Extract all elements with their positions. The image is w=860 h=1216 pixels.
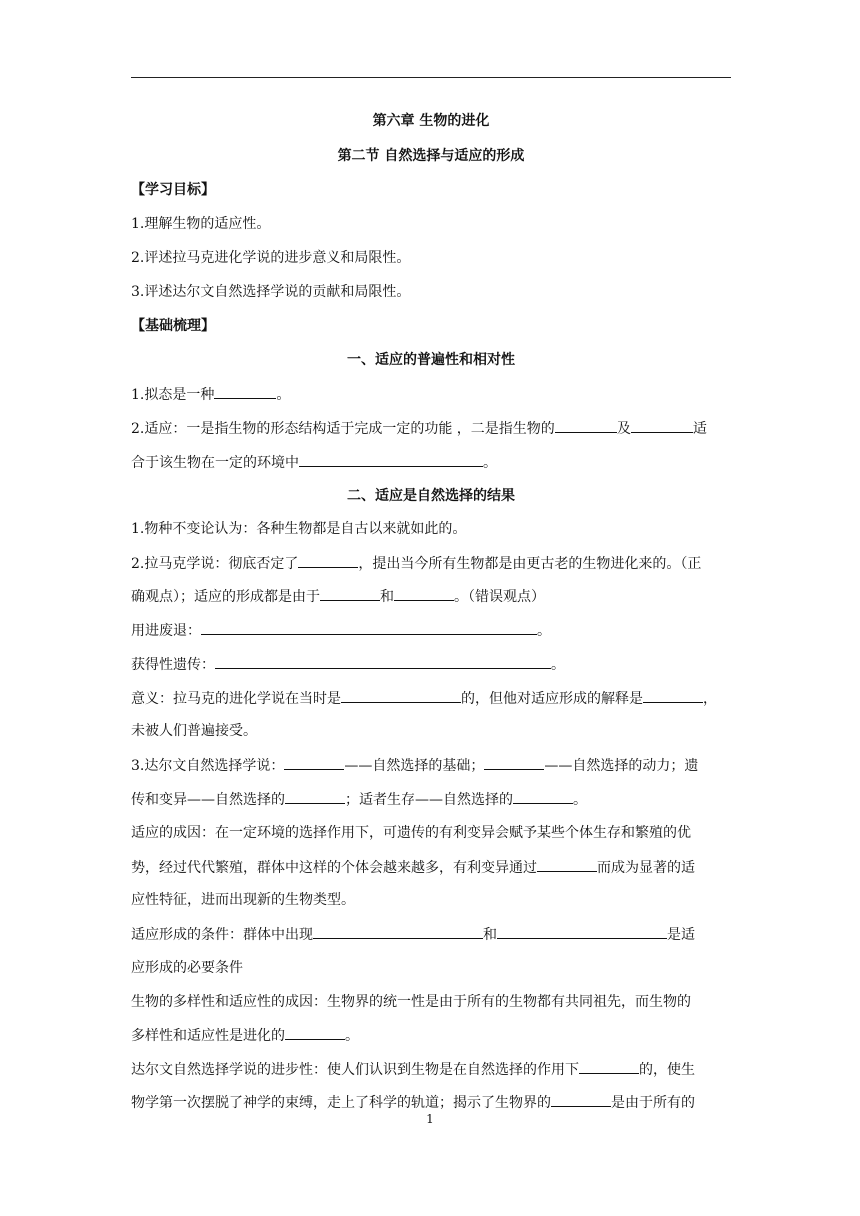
text-segment: 是由于所有的 <box>611 1095 695 1111</box>
text-segment: ——自然选择的动力；遗 <box>544 758 699 774</box>
text-segment: 的，使生 <box>639 1062 695 1078</box>
text-segment: 及 <box>616 421 631 437</box>
fill-blank <box>631 418 693 433</box>
fill-blank <box>299 452 483 467</box>
text-segment: 适 <box>692 421 707 437</box>
text-line <box>131 553 731 574</box>
fill-blank <box>313 924 483 939</box>
text-segment: 2.适应：一是指生物的形态结构适于完成一定的功能 ，二是指生物的 <box>131 421 555 437</box>
fill-blank <box>484 755 544 770</box>
text-line <box>131 418 731 439</box>
text-segment: 物学第一次摆脱了神学的束缚，走上了科学的轨道；揭示了生物界的 <box>131 1095 551 1111</box>
text-segment: 的，但他对适应形成的解释是 <box>461 691 643 707</box>
fill-blank <box>284 755 344 770</box>
text-segment: 1.拟态是一种 <box>131 387 215 403</box>
fill-blank <box>285 789 345 804</box>
text-line <box>131 857 731 878</box>
text-segment: ， <box>703 691 717 707</box>
text-segment: 意义：拉马克的进化学说在当时是 <box>131 691 341 707</box>
text-segment: 。 <box>345 1028 359 1044</box>
text-segment: 。 <box>276 387 291 403</box>
text-line: 生物的多样性和适应性的成因：生物界的统一性是由于所有的生物都有共同祖先，而生物的 <box>131 994 691 1010</box>
fill-blank <box>341 688 461 703</box>
text-segment: 而成为显著的适 <box>597 860 695 876</box>
text-segment: 是适 <box>667 927 695 943</box>
fill-blank <box>497 924 667 939</box>
text-line <box>131 1092 731 1113</box>
text-segment: 。 <box>573 792 587 808</box>
text-segment: 。 <box>483 455 497 471</box>
text-segment: 多样性和适应性是进化的 <box>131 1028 285 1044</box>
fill-blank <box>285 1025 345 1040</box>
text-segment: 。（错误观点） <box>454 589 545 605</box>
text-line: 未被人们普遍接受。 <box>131 723 257 739</box>
text-segment: 用进废退： <box>131 623 201 639</box>
text-line <box>131 654 731 675</box>
text-line <box>131 755 731 776</box>
text-segment: 和 <box>483 927 497 943</box>
text-segment: 。 <box>551 657 565 673</box>
text-segment: 3.达尔文自然选择学说： <box>131 758 285 774</box>
fill-blank <box>214 384 276 399</box>
objective-item: 3.评述达尔文自然选择学说的贡献和局限性。 <box>131 284 411 300</box>
text-line: 1.物种不变论认为：各种生物都是自古以来就如此的。 <box>131 521 467 537</box>
fill-blank <box>551 1092 611 1107</box>
fill-blank <box>579 1059 639 1074</box>
text-segment: ——自然选择的基础； <box>344 758 485 774</box>
section-heading-2: 二、适应是自然选择的结果 <box>347 488 515 504</box>
fill-blank <box>555 418 617 433</box>
chapter-title: 第六章 生物的进化 <box>372 113 490 129</box>
text-segment: 传和变异——自然选择的 <box>131 792 285 808</box>
fill-blank <box>394 586 454 601</box>
text-segment: 和 <box>380 589 394 605</box>
text-line <box>131 789 731 810</box>
fill-blank <box>643 688 703 703</box>
text-segment: 确观点）；适应的形成都是由于 <box>131 589 320 605</box>
text-line <box>131 586 731 607</box>
section-heading-1: 一、适应的普遍性和相对性 <box>347 352 515 368</box>
text-line <box>131 924 731 945</box>
text-line <box>131 1025 731 1046</box>
text-segment: ；适者生存——自然选择的 <box>345 792 513 808</box>
fill-blank <box>513 789 573 804</box>
text-segment: 。 <box>537 623 551 639</box>
text-segment: 2.拉马克学说：彻底否定了 <box>131 556 299 572</box>
fill-blank <box>215 654 551 669</box>
text-segment: 势，经过代代繁殖，群体中这样的个体会越来越多，有利变异通过 <box>131 860 537 876</box>
page-number: 1 <box>426 1112 434 1126</box>
text-line: 适应的成因：在一定环境的选择作用下，可遗传的有利变异会赋予某些个体生存和繁殖的优 <box>131 825 691 841</box>
header-rule <box>131 77 731 78</box>
text-line <box>131 452 731 473</box>
text-line: 应形成的必要条件 <box>131 960 243 976</box>
objective-item: 1.理解生物的适应性。 <box>131 216 271 232</box>
section-title: 第二节 自然选择与适应的形成 <box>337 148 525 164</box>
text-line <box>131 1059 731 1080</box>
text-segment: 合于该生物在一定的环境中 <box>131 455 299 471</box>
fill-blank <box>320 586 380 601</box>
fill-blank <box>298 553 358 568</box>
text-line <box>131 384 731 405</box>
text-segment: 适应形成的条件：群体中出现 <box>131 927 313 943</box>
text-line <box>131 688 731 709</box>
fill-blank <box>537 857 597 872</box>
objectives-heading: 【学习目标】 <box>131 182 215 198</box>
objective-item: 2.评述拉马克进化学说的进步意义和局限性。 <box>131 250 411 266</box>
text-line <box>131 620 731 641</box>
fill-blank <box>201 620 537 635</box>
text-segment: ，提出当今所有生物都是由更古老的生物进化来的。（正 <box>358 556 702 572</box>
text-segment: 获得性遗传： <box>131 657 215 673</box>
text-line: 应性特征，进而出现新的生物类型。 <box>131 892 355 908</box>
basics-heading: 【基础梳理】 <box>131 318 215 334</box>
text-segment: 达尔文自然选择学说的进步性：使人们认识到生物是在自然选择的作用下 <box>131 1062 579 1078</box>
